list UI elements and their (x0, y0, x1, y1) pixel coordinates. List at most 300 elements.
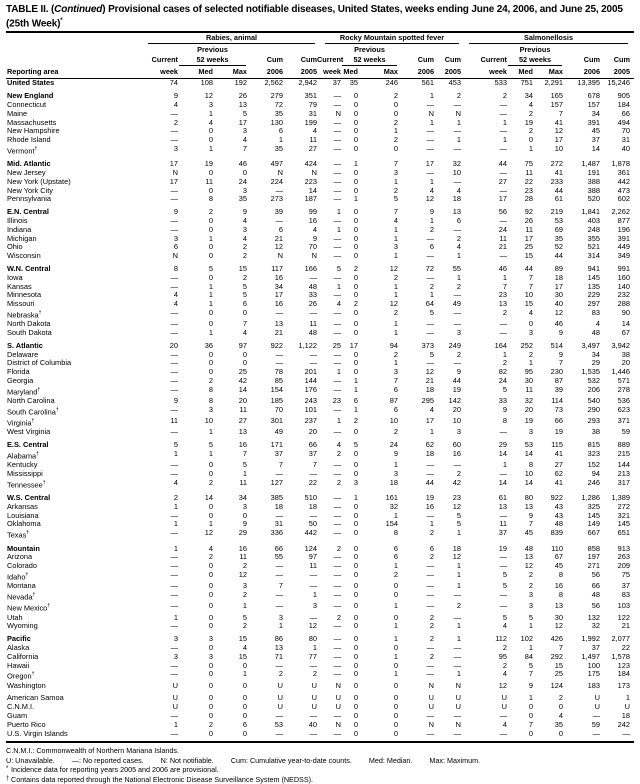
value-cell: — (333, 710, 341, 720)
value-cell: 0 (393, 710, 398, 720)
value-cell: 8 (558, 569, 563, 579)
value-cell: 5 (429, 349, 434, 359)
value-cell: 11 (239, 404, 247, 414)
value-cell: 0 (393, 728, 398, 738)
value-cell: 2 (502, 307, 507, 317)
value-cell: 12 (425, 194, 434, 204)
value-cell: — (499, 710, 507, 720)
value-cell: 99 (308, 207, 317, 217)
value-cell: 2,077 (611, 634, 630, 644)
row-label: Wisconsin (7, 251, 41, 261)
value-cell: — (453, 651, 461, 661)
value-cell: 5 (456, 519, 461, 529)
value-cell: 12 (554, 307, 563, 317)
value-cell: 2 (208, 719, 213, 729)
value-cell: 160 (617, 272, 630, 282)
value-cell: U (594, 693, 600, 703)
value-cell: 0 (528, 710, 533, 720)
value-cell: 7 (278, 460, 283, 470)
value-cell: 0 (353, 569, 358, 579)
value-cell: 9 (173, 91, 178, 101)
value-cell: N (455, 108, 461, 118)
value-cell: 7 (528, 272, 533, 282)
value-cell: — (170, 528, 178, 538)
value-cell: 2 (456, 469, 461, 479)
value-cell: 1 (429, 290, 434, 300)
value-cell: 7 (393, 375, 398, 385)
value-cell: 31 (308, 108, 317, 118)
value-cell: 323 (587, 448, 600, 458)
value-cell: 6 (278, 224, 283, 234)
table-row (6, 119, 634, 128)
value-cell: 3 (353, 477, 358, 487)
table-row (6, 187, 634, 196)
value-cell: — (333, 194, 341, 204)
value-cell: 86 (274, 634, 283, 644)
table-title-continued: Continued (54, 4, 103, 15)
value-cell: 13,395 (577, 78, 600, 88)
value-cell: 1 (173, 519, 178, 529)
week-label: week (160, 67, 178, 77)
table-row (6, 602, 634, 613)
value-cell: — (275, 728, 283, 738)
value-cell: 83 (591, 307, 600, 317)
value-cell: N (172, 167, 178, 177)
footnote-cnmi: C.N.M.I.: Commonwealth of Northern Mariana Islands. (6, 746, 179, 756)
value-cell: 0 (393, 642, 398, 652)
value-cell: — (170, 194, 178, 204)
value-cell: 0 (353, 581, 358, 591)
value-cell: 5 (242, 460, 247, 470)
value-cell: 5 (456, 510, 461, 520)
value-cell: 1 (208, 519, 213, 529)
footnote-dagger (6, 775, 634, 784)
value-cell: 0 (208, 660, 213, 670)
value-cell: 1 (393, 319, 398, 329)
value-cell: 70 (621, 126, 630, 136)
row-label: New Mexico† (7, 603, 51, 613)
value-cell: 80 (308, 634, 317, 644)
header-group-row (6, 33, 634, 44)
value-cell: 2 (502, 358, 507, 368)
value-cell: — (426, 728, 434, 738)
value-cell: 14 (238, 384, 247, 394)
value-cell: — (333, 528, 341, 538)
value-cell: 0 (353, 126, 358, 136)
max-label: Max (232, 67, 247, 77)
value-cell: 2 (278, 669, 283, 679)
value-cell: — (170, 135, 178, 145)
value-cell: 1 (393, 634, 398, 644)
value-cell: 4 (242, 327, 247, 337)
row-label: Washington (7, 680, 46, 690)
value-cell: 0 (353, 215, 358, 225)
value-cell: 3 (173, 651, 178, 661)
value-cell: 1 (173, 501, 178, 511)
value-cell: 3 (393, 367, 398, 377)
value-cell: 45 (524, 528, 533, 538)
value-cell: — (170, 367, 178, 377)
value-cell: — (333, 621, 341, 631)
value-cell: 8 (208, 384, 213, 394)
row-label: Indiana (7, 224, 32, 234)
value-cell: 12 (274, 242, 283, 252)
value-cell: 532 (587, 375, 600, 385)
value-cell: 48 (308, 281, 317, 291)
value-cell: 48 (591, 327, 600, 337)
value-cell: 1 (393, 251, 398, 261)
value-cell: — (275, 710, 283, 720)
value-cell: 33 (308, 290, 317, 300)
row-label: Rhode Island (7, 135, 51, 145)
row-label: Pennsylvania (7, 194, 51, 204)
value-cell: — (333, 143, 341, 153)
value-cell: 2 (208, 207, 213, 217)
value-cell: 23 (524, 185, 533, 195)
value-cell: — (426, 642, 434, 652)
table-row (6, 208, 634, 217)
value-cell: 29 (238, 528, 247, 538)
value-cell: 184 (617, 669, 630, 679)
value-cell: 561 (421, 78, 434, 88)
table-row (6, 265, 634, 274)
value-cell: — (333, 427, 341, 437)
cum-label: Cum (417, 55, 434, 65)
value-cell: 12 (554, 126, 563, 136)
row-label: Virginia† (7, 418, 35, 428)
value-cell: 2 (393, 185, 398, 195)
value-cell: — (453, 99, 461, 109)
value-cell: 4 (456, 242, 461, 252)
value-cell: 74 (169, 78, 178, 88)
legend-max: Max: Maximum. (429, 755, 481, 765)
value-cell: 37 (498, 528, 507, 538)
value-cell: 11 (525, 224, 533, 234)
value-cell: 0 (353, 143, 358, 153)
value-cell: 19 (204, 159, 213, 169)
value-cell: 0 (353, 272, 358, 282)
table-row (6, 562, 634, 571)
value-cell: 1 (242, 469, 247, 479)
value-cell: 2 (336, 448, 341, 458)
value-cell: 0 (353, 224, 358, 234)
value-cell: 0 (353, 621, 358, 631)
value-cell: 877 (617, 215, 630, 225)
row-label: Connecticut (7, 99, 47, 109)
value-cell: 4 (242, 135, 247, 145)
value-cell: 10 (452, 167, 461, 177)
row-label: Oregon† (7, 671, 35, 681)
value-cell: — (592, 728, 600, 738)
value-cell: — (333, 99, 341, 109)
value-cell: 10 (204, 416, 213, 426)
value-cell: — (170, 215, 178, 225)
value-cell: 50 (308, 519, 317, 529)
value-cell: 361 (617, 167, 630, 177)
value-cell: 166 (304, 263, 317, 273)
value-cell: 1 (456, 272, 461, 282)
value-cell: — (499, 552, 507, 562)
row-label: Louisiana (7, 510, 39, 520)
row-label: New England (7, 91, 54, 101)
value-cell: 0 (353, 167, 358, 177)
value-cell: 24 (389, 440, 398, 450)
table-row (6, 397, 634, 406)
value-cell: 0 (242, 728, 247, 738)
value-cell: 2 (429, 621, 434, 631)
value-cell: — (426, 581, 434, 591)
value-cell: 11 (170, 416, 178, 426)
value-cell: 95 (498, 651, 507, 661)
value-cell: 165 (550, 91, 563, 101)
table-row (6, 614, 634, 623)
value-cell: 8 (173, 263, 178, 273)
value-cell: 0 (353, 135, 358, 145)
value-cell: 154 (270, 384, 283, 394)
value-cell: — (499, 427, 507, 437)
value-cell: 35 (238, 194, 247, 204)
value-cell: 2 (353, 416, 358, 426)
value-cell: 3 (528, 427, 533, 437)
value-cell: 4 (393, 215, 398, 225)
value-cell: 12 (554, 621, 563, 631)
value-cell: 0 (528, 702, 533, 712)
value-cell: — (622, 728, 630, 738)
value-cell: — (333, 669, 341, 679)
row-footnote-mark: † (31, 418, 35, 425)
value-cell: 27 (498, 176, 507, 186)
value-cell: 114 (551, 396, 563, 406)
value-cell: 1 (456, 528, 461, 538)
value-cell: 1 (456, 251, 461, 261)
value-cell: 18 (389, 477, 398, 487)
value-cell: — (426, 569, 434, 579)
row-label: New Jersey (7, 167, 46, 177)
value-cell: — (426, 710, 434, 720)
value-cell: — (333, 307, 341, 317)
value-cell: 2,262 (611, 207, 630, 217)
value-cell: — (170, 469, 178, 479)
value-cell: 1 (353, 194, 358, 204)
value-cell: 157 (587, 99, 600, 109)
row-label: West Virginia (7, 427, 51, 437)
row-label: Arizona (7, 552, 33, 562)
value-cell: 5 (393, 194, 398, 204)
value-cell: 33 (498, 396, 507, 406)
value-cell: 0 (242, 680, 247, 690)
value-cell: 751 (520, 78, 533, 88)
value-cell: 70 (308, 242, 317, 252)
value-cell: 1 (336, 281, 341, 291)
value-cell: 10 (554, 143, 563, 153)
value-cell: 18 (425, 384, 434, 394)
current-label: Current (480, 55, 507, 65)
table-row (6, 622, 634, 631)
value-cell: 0 (393, 589, 398, 599)
value-cell: 1 (353, 375, 358, 385)
value-cell: — (426, 460, 434, 470)
row-label: Alaska (7, 642, 30, 652)
value-cell: — (499, 319, 507, 329)
value-cell: U (501, 693, 507, 703)
value-cell: 101 (304, 404, 317, 414)
value-cell: 0 (208, 510, 213, 520)
value-cell: 0 (393, 612, 398, 622)
value-cell: 2 (242, 589, 247, 599)
row-label: Iowa (7, 272, 23, 282)
column-group-3: Salmonellosis (469, 33, 628, 44)
value-cell: N (455, 680, 461, 690)
value-cell: 0 (528, 319, 533, 329)
value-cell: 21 (621, 621, 630, 631)
value-cell: 229 (587, 290, 600, 300)
value-cell: U (455, 693, 461, 703)
table-title-footnote-mark: * (60, 17, 63, 24)
value-cell: 0 (528, 135, 533, 145)
value-cell: 0 (208, 126, 213, 136)
value-cell: 941 (587, 263, 600, 273)
value-cell: 9 (528, 680, 533, 690)
value-cell: 9 (456, 367, 461, 377)
value-cell: — (333, 251, 341, 261)
value-cell: — (453, 143, 461, 153)
value-cell: — (453, 319, 461, 329)
value-cell: 1 (528, 621, 533, 631)
value-cell: 59 (591, 719, 600, 729)
value-cell: — (309, 307, 317, 317)
table-row (6, 461, 634, 470)
value-cell: N (428, 108, 434, 118)
value-cell: 0 (242, 510, 247, 520)
value-cell: 0 (242, 358, 247, 368)
cum-label: Cum (300, 55, 317, 65)
value-cell: 0 (353, 91, 358, 101)
value-cell: — (170, 728, 178, 738)
table-row (6, 450, 634, 461)
value-cell: 0 (353, 108, 358, 118)
value-cell: — (499, 561, 507, 571)
value-cell: 14 (524, 477, 533, 487)
value-cell: 26 (524, 215, 533, 225)
value-cell: — (453, 589, 461, 599)
value-cell: 403 (587, 215, 600, 225)
value-cell: 0 (208, 469, 213, 479)
value-cell: 44 (554, 251, 563, 261)
value-cell: 1 (456, 669, 461, 679)
value-cell: 20 (169, 340, 178, 350)
value-cell: — (426, 510, 434, 520)
value-cell: 2 (242, 272, 247, 282)
value-cell: 35 (274, 143, 283, 153)
row-label: Delaware (7, 349, 39, 359)
value-cell: 0 (353, 448, 358, 458)
table-row (6, 494, 634, 503)
value-cell: 18 (452, 194, 461, 204)
value-cell: — (499, 589, 507, 599)
value-cell: 0 (208, 693, 213, 703)
table-row (6, 368, 634, 377)
value-cell: 0 (528, 728, 533, 738)
value-cell: — (309, 569, 317, 579)
value-cell: 1 (242, 601, 247, 611)
value-cell: 0 (353, 349, 358, 359)
row-footnote-mark: † (55, 406, 59, 413)
cum2006-label: 2006 (266, 67, 283, 77)
table-row (6, 553, 634, 562)
table-row (6, 178, 634, 187)
value-cell: 321 (617, 510, 630, 520)
table-row (6, 417, 634, 428)
value-cell: 651 (617, 528, 630, 538)
value-cell: 17 (169, 176, 178, 186)
previous-label: Previous (519, 45, 551, 55)
value-cell: — (333, 404, 341, 414)
value-cell: 0 (353, 427, 358, 437)
cum2005-label: 2005 (444, 67, 461, 77)
value-cell: 5 (208, 440, 213, 450)
value-cell: N (335, 680, 341, 690)
value-cell: 20 (238, 396, 247, 406)
value-cell: 3 (528, 601, 533, 611)
value-cell: 2 (429, 281, 434, 291)
value-cell: — (453, 710, 461, 720)
value-cell: 1 (456, 621, 461, 631)
value-cell: — (333, 358, 341, 368)
row-label: Texas† (7, 530, 30, 540)
value-cell: 34 (274, 281, 283, 291)
value-cell: 388 (587, 176, 600, 186)
value-cell: 38 (591, 427, 600, 437)
value-cell: 176 (304, 384, 317, 394)
value-cell: 1 (278, 621, 283, 631)
value-cell: 2 (456, 91, 461, 101)
value-cell: 8 (393, 528, 398, 538)
cum2005-label: 2005 (300, 67, 317, 77)
header-spacer (283, 45, 317, 54)
value-cell: 10 (524, 469, 533, 479)
value-cell: — (309, 728, 317, 738)
value-cell: 30 (554, 612, 563, 622)
value-cell: 7 (528, 281, 533, 291)
value-cell: 12 (452, 552, 461, 562)
value-cell: 27 (238, 416, 247, 426)
value-cell: 1 (456, 634, 461, 644)
value-cell: 171 (270, 440, 283, 450)
value-cell: 196 (617, 224, 630, 234)
value-cell: — (426, 167, 434, 177)
value-cell: U (277, 702, 283, 712)
value-cell: 1,535 (581, 367, 600, 377)
value-cell: 1 (625, 693, 630, 703)
value-cell: 3 (208, 99, 213, 109)
value-cell: 14 (498, 448, 507, 458)
value-cell: 1 (353, 404, 358, 414)
value-cell: U (335, 702, 341, 712)
value-cell: 1 (208, 108, 213, 118)
value-cell: 314 (587, 251, 600, 261)
value-cell: 7 (393, 207, 398, 217)
value-cell: — (333, 290, 341, 300)
value-cell: 1,389 (611, 493, 630, 503)
value-cell: 3 (393, 469, 398, 479)
value-cell: 19 (524, 416, 533, 426)
value-cell: 144 (304, 375, 317, 385)
value-cell: 290 (587, 404, 600, 414)
value-cell: 0 (208, 272, 213, 282)
value-cell: 14 (591, 143, 600, 153)
value-cell: 1,841 (581, 207, 600, 217)
value-cell: 77 (308, 651, 317, 661)
